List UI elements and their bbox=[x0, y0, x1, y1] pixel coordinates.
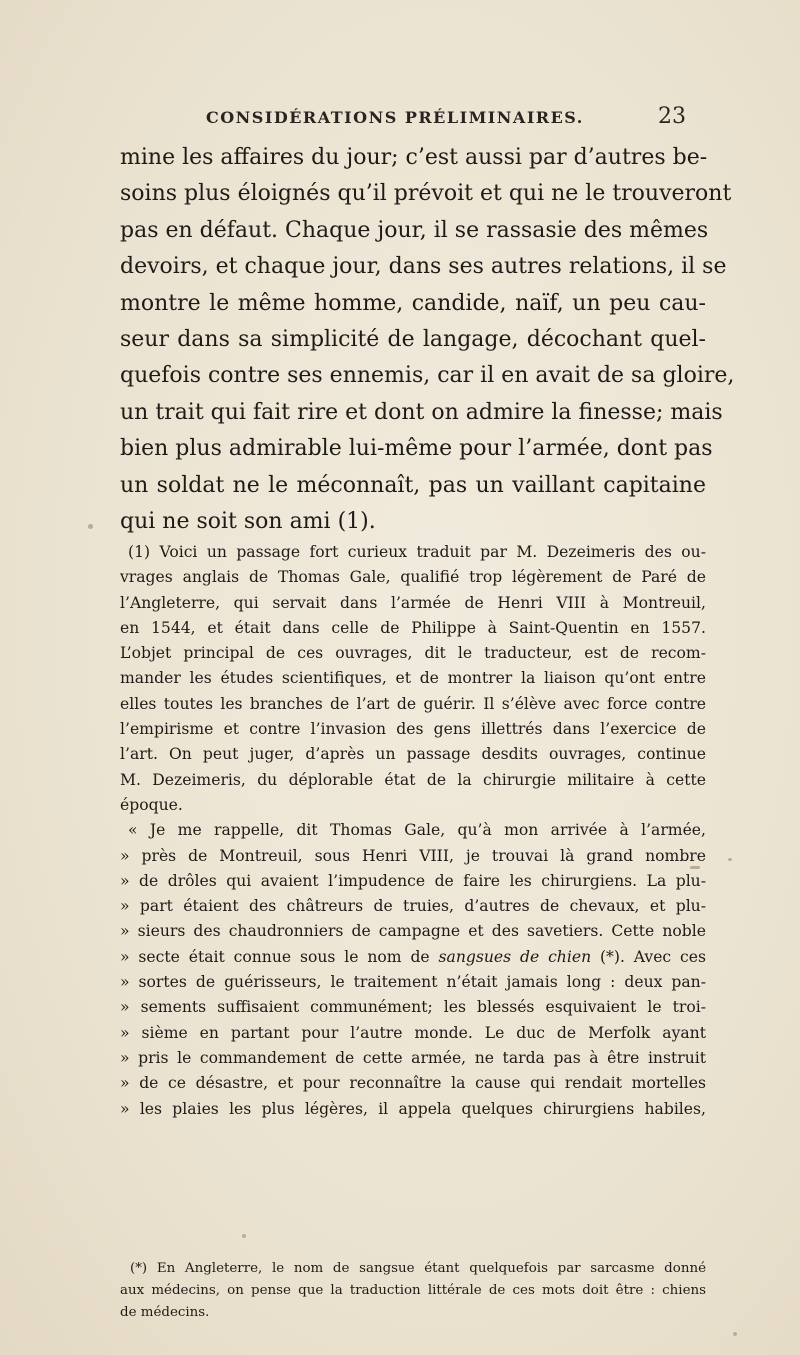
paper-speck bbox=[733, 1332, 737, 1336]
quote-line: » de drôles qui avaient l’impudence de faire les chirurgiens. La plu- bbox=[120, 871, 706, 890]
body-line: soins plus éloignés qu’il prévoit et qui ne le trouveront bbox=[120, 181, 732, 207]
running-title: CONSIDÉRATIONS PRÉLIMINAIRES. bbox=[206, 108, 584, 127]
page-header bbox=[206, 104, 686, 134]
note-line: en 1544, et était dans celle de Philippe à Saint-Quentin en 1557. bbox=[120, 618, 706, 637]
body-line: montre le même homme, candide, naïf, un peu cau- bbox=[120, 290, 706, 316]
note-line: L’objet principal de ces ouvrages, dit le traducteur, est de recom- bbox=[120, 644, 706, 663]
quote-line: » sortes de guérisseurs, le traitement n’était jamais long : deux pan- bbox=[120, 973, 706, 992]
footnote-line: (*) En Angleterre, le nom de sangsue étant quelquefois par sarcasme donné bbox=[130, 1261, 706, 1276]
quote-text: » secte était connue sous le nom de bbox=[120, 947, 430, 966]
page-number: 23 bbox=[658, 104, 686, 129]
footnote-line: de médecins. bbox=[120, 1305, 210, 1320]
paper-speck bbox=[728, 858, 732, 861]
note-line: l’art. On peut juger, d’après un passage desdits ouvrages, continue bbox=[120, 745, 706, 764]
quote-text: (*). Avec ces bbox=[591, 947, 706, 966]
body-line: pas en défaut. Chaque jour, il se rassasie des mêmes bbox=[120, 217, 709, 243]
main-paragraph bbox=[120, 140, 735, 540]
note-line: mander les études scientifiques, et de montrer la liaison qu’ont entre bbox=[120, 669, 706, 688]
quote-line: » part étaient des châtreurs de truies, d’autres de chevaux, et plu- bbox=[120, 897, 706, 916]
note-1 bbox=[120, 540, 706, 1122]
note-line: l’Angleterre, qui servait dans l’armée de Henri VIII à Montreuil, bbox=[120, 593, 706, 612]
note-line: l’empirisme et contre l’invasion des gens illettrés dans l’exercice de bbox=[120, 720, 706, 739]
body-line: devoirs, et chaque jour, dans ses autres relations, il se bbox=[120, 254, 727, 280]
paper-speck bbox=[690, 866, 700, 869]
quote-line: » les plaies les plus légères, il appela quelques chirurgiens habiles, bbox=[120, 1099, 706, 1118]
body-line: qui ne soit son ami (1). bbox=[120, 509, 376, 535]
body-line: bien plus admirable lui-même pour l’armée, dont pas bbox=[120, 436, 713, 462]
note-line: M. Dezeimeris, du déplorable état de la chirurgie militaire à cette bbox=[120, 770, 706, 789]
body-line: quefois contre ses ennemis, car il en avait de sa gloire, bbox=[120, 363, 735, 389]
note-line: vrages anglais de Thomas Gale, qualifié trop légèrement de Paré de bbox=[120, 568, 706, 587]
paper-speck bbox=[242, 1234, 246, 1238]
quote-line: » sements suffisaient communément; les blessés esquivaient le troi- bbox=[120, 998, 706, 1017]
quote-line bbox=[120, 945, 706, 970]
note-line: époque. bbox=[120, 795, 183, 814]
body-line: un trait qui fait rire et dont on admire la finesse; mais bbox=[120, 399, 723, 425]
quote-line: » sième en partant pour l’autre monde. Le duc de Merfolk ayant bbox=[120, 1023, 706, 1042]
quote-line: » près de Montreuil, sous Henri VIII, je trouvai là grand nombre bbox=[120, 846, 706, 865]
body-line: seur dans sa simplicité de langage, décochant quel- bbox=[120, 327, 706, 353]
quote-line: » pris le commandement de cette armée, ne tarda pas à être instruit bbox=[120, 1048, 706, 1067]
paper-speck bbox=[88, 524, 93, 529]
footnote-star bbox=[120, 1258, 706, 1324]
quote-line: « Je me rappelle, dit Thomas Gale, qu’à mon arrivée à l’armée, bbox=[128, 821, 706, 840]
note-line: elles toutes les branches de l’art de guérir. Il s’élève avec force contre bbox=[120, 694, 706, 713]
italic-term: sangsues de chien bbox=[438, 947, 592, 966]
body-line: un soldat ne le méconnaît, pas un vaillant capitaine bbox=[120, 472, 706, 498]
note-line: (1) Voici un passage fort curieux traduit par M. Dezeimeris des ou- bbox=[128, 543, 706, 561]
footnote-line: aux médecins, on pense que la traduction littérale de ces mots doit être : chiens bbox=[120, 1283, 706, 1298]
quote-line: » de ce désastre, et pour reconnaître la cause qui rendait mortelles bbox=[120, 1074, 706, 1093]
quote-line: » sieurs des chaudronniers de campagne et des savetiers. Cette noble bbox=[120, 922, 706, 941]
body-line: mine les affaires du jour; c’est aussi par d’autres be- bbox=[120, 145, 708, 170]
